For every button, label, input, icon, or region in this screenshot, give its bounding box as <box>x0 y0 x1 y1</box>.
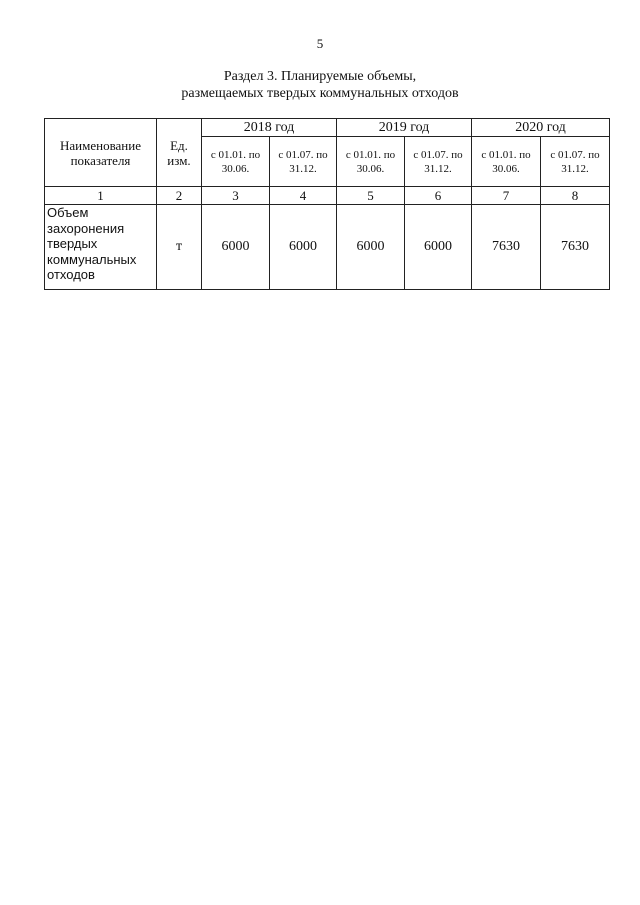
column-index: 4 <box>270 187 337 205</box>
column-index-row <box>45 187 610 205</box>
header-year-2020: 2020 год <box>472 119 610 137</box>
column-index: 1 <box>45 187 157 205</box>
row-value: 6000 <box>270 205 337 290</box>
header-year-2019: 2019 год <box>337 119 472 137</box>
section-title-line-2: размещаемых твердых коммунальных отходов <box>181 86 459 101</box>
header-period: с 01.01. по 30.06. <box>472 137 541 187</box>
column-index: 7 <box>472 187 541 205</box>
header-year-2018: 2018 год <box>202 119 337 137</box>
row-value: 6000 <box>202 205 270 290</box>
header-unit: Ед. изм. <box>157 119 202 187</box>
waste-volume-table <box>44 118 610 290</box>
row-value: 6000 <box>405 205 472 290</box>
row-value: 6000 <box>337 205 405 290</box>
column-index: 5 <box>337 187 405 205</box>
header-period: с 01.07. по 31.12. <box>270 137 337 187</box>
page-number: 5 <box>316 36 324 51</box>
section-title-line-1: Раздел 3. Планируемые объемы, <box>223 69 417 84</box>
header-period: с 01.07. по 31.12. <box>405 137 472 187</box>
row-unit: т <box>157 205 202 290</box>
header-period: с 01.01. по 30.06. <box>337 137 405 187</box>
header-indicator-name: Наименование показателя <box>45 119 157 187</box>
column-index: 6 <box>405 187 472 205</box>
header-period: с 01.01. по 30.06. <box>202 137 270 187</box>
column-index: 3 <box>202 187 270 205</box>
header-period: с 01.07. по 31.12. <box>541 137 610 187</box>
column-index: 8 <box>541 187 610 205</box>
section-title <box>0 68 640 102</box>
column-index: 2 <box>157 187 202 205</box>
row-indicator-name: Объем захоронения твердых коммунальных отходов <box>45 205 157 290</box>
table-row <box>45 205 610 290</box>
row-value: 7630 <box>472 205 541 290</box>
row-value: 7630 <box>541 205 610 290</box>
